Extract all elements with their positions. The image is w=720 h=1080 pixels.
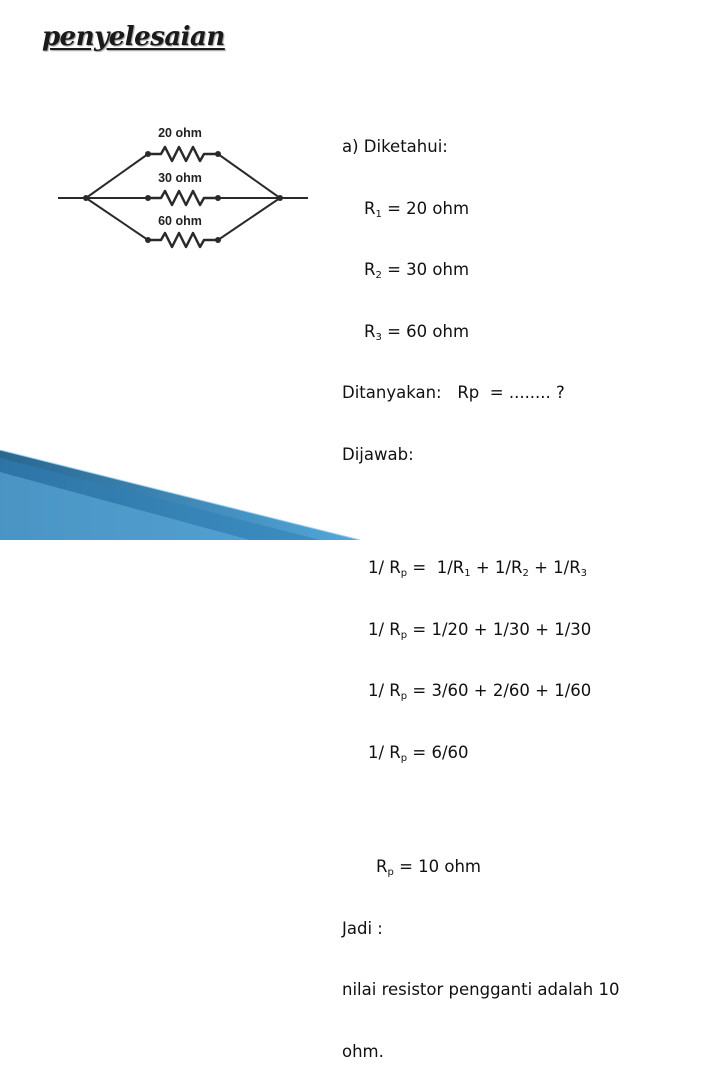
answer-heading: Dijawab: — [342, 444, 414, 464]
equation-2: 1/ $R_p = 1/20 + 1/30 + 1/30$ — [368, 619, 592, 641]
result-line: $R_p = 10$ ohm — [376, 857, 482, 878]
resistor-r3-label: 60 ohm — [158, 214, 202, 228]
conclusion-line-1: nilai resistor pengganti adalah 10 — [342, 980, 620, 999]
resistor-r2-label: 30 ohm — [158, 171, 202, 185]
given-r2: $R_2 = 30$ ohm — [364, 260, 470, 281]
resistor-r1-label: 20 ohm — [158, 126, 202, 140]
parallel-circuit-diagram — [58, 118, 308, 258]
page-title: penyelesaian — [42, 22, 225, 52]
equation-3: 1/ $R_p = 3/60 + 2/60 + 1/60$ — [368, 681, 592, 702]
solution-text — [342, 96, 620, 1080]
equation-1: 1/ $R_p = 1/R_1 + 1/R_2 + 1/R_3$ — [368, 558, 588, 579]
given-r3: $R_3 = 60$ ohm — [364, 321, 470, 343]
resistor-r3 — [148, 233, 218, 247]
conclusion-heading: Jadi : — [342, 918, 383, 938]
corner-decoration — [0, 450, 720, 540]
resistor-r1 — [148, 147, 218, 161]
asked-line: Ditanyakan: Rp = ........ ? — [342, 383, 565, 402]
equation-4: 1/ $R_p = 6/60$ — [368, 742, 469, 764]
given-heading: a) Diketahui: — [342, 137, 448, 156]
given-r1: $R_1 = 20$ ohm — [364, 198, 470, 220]
conclusion-line-2: ohm. — [342, 1041, 384, 1061]
resistor-r2 — [148, 191, 218, 205]
